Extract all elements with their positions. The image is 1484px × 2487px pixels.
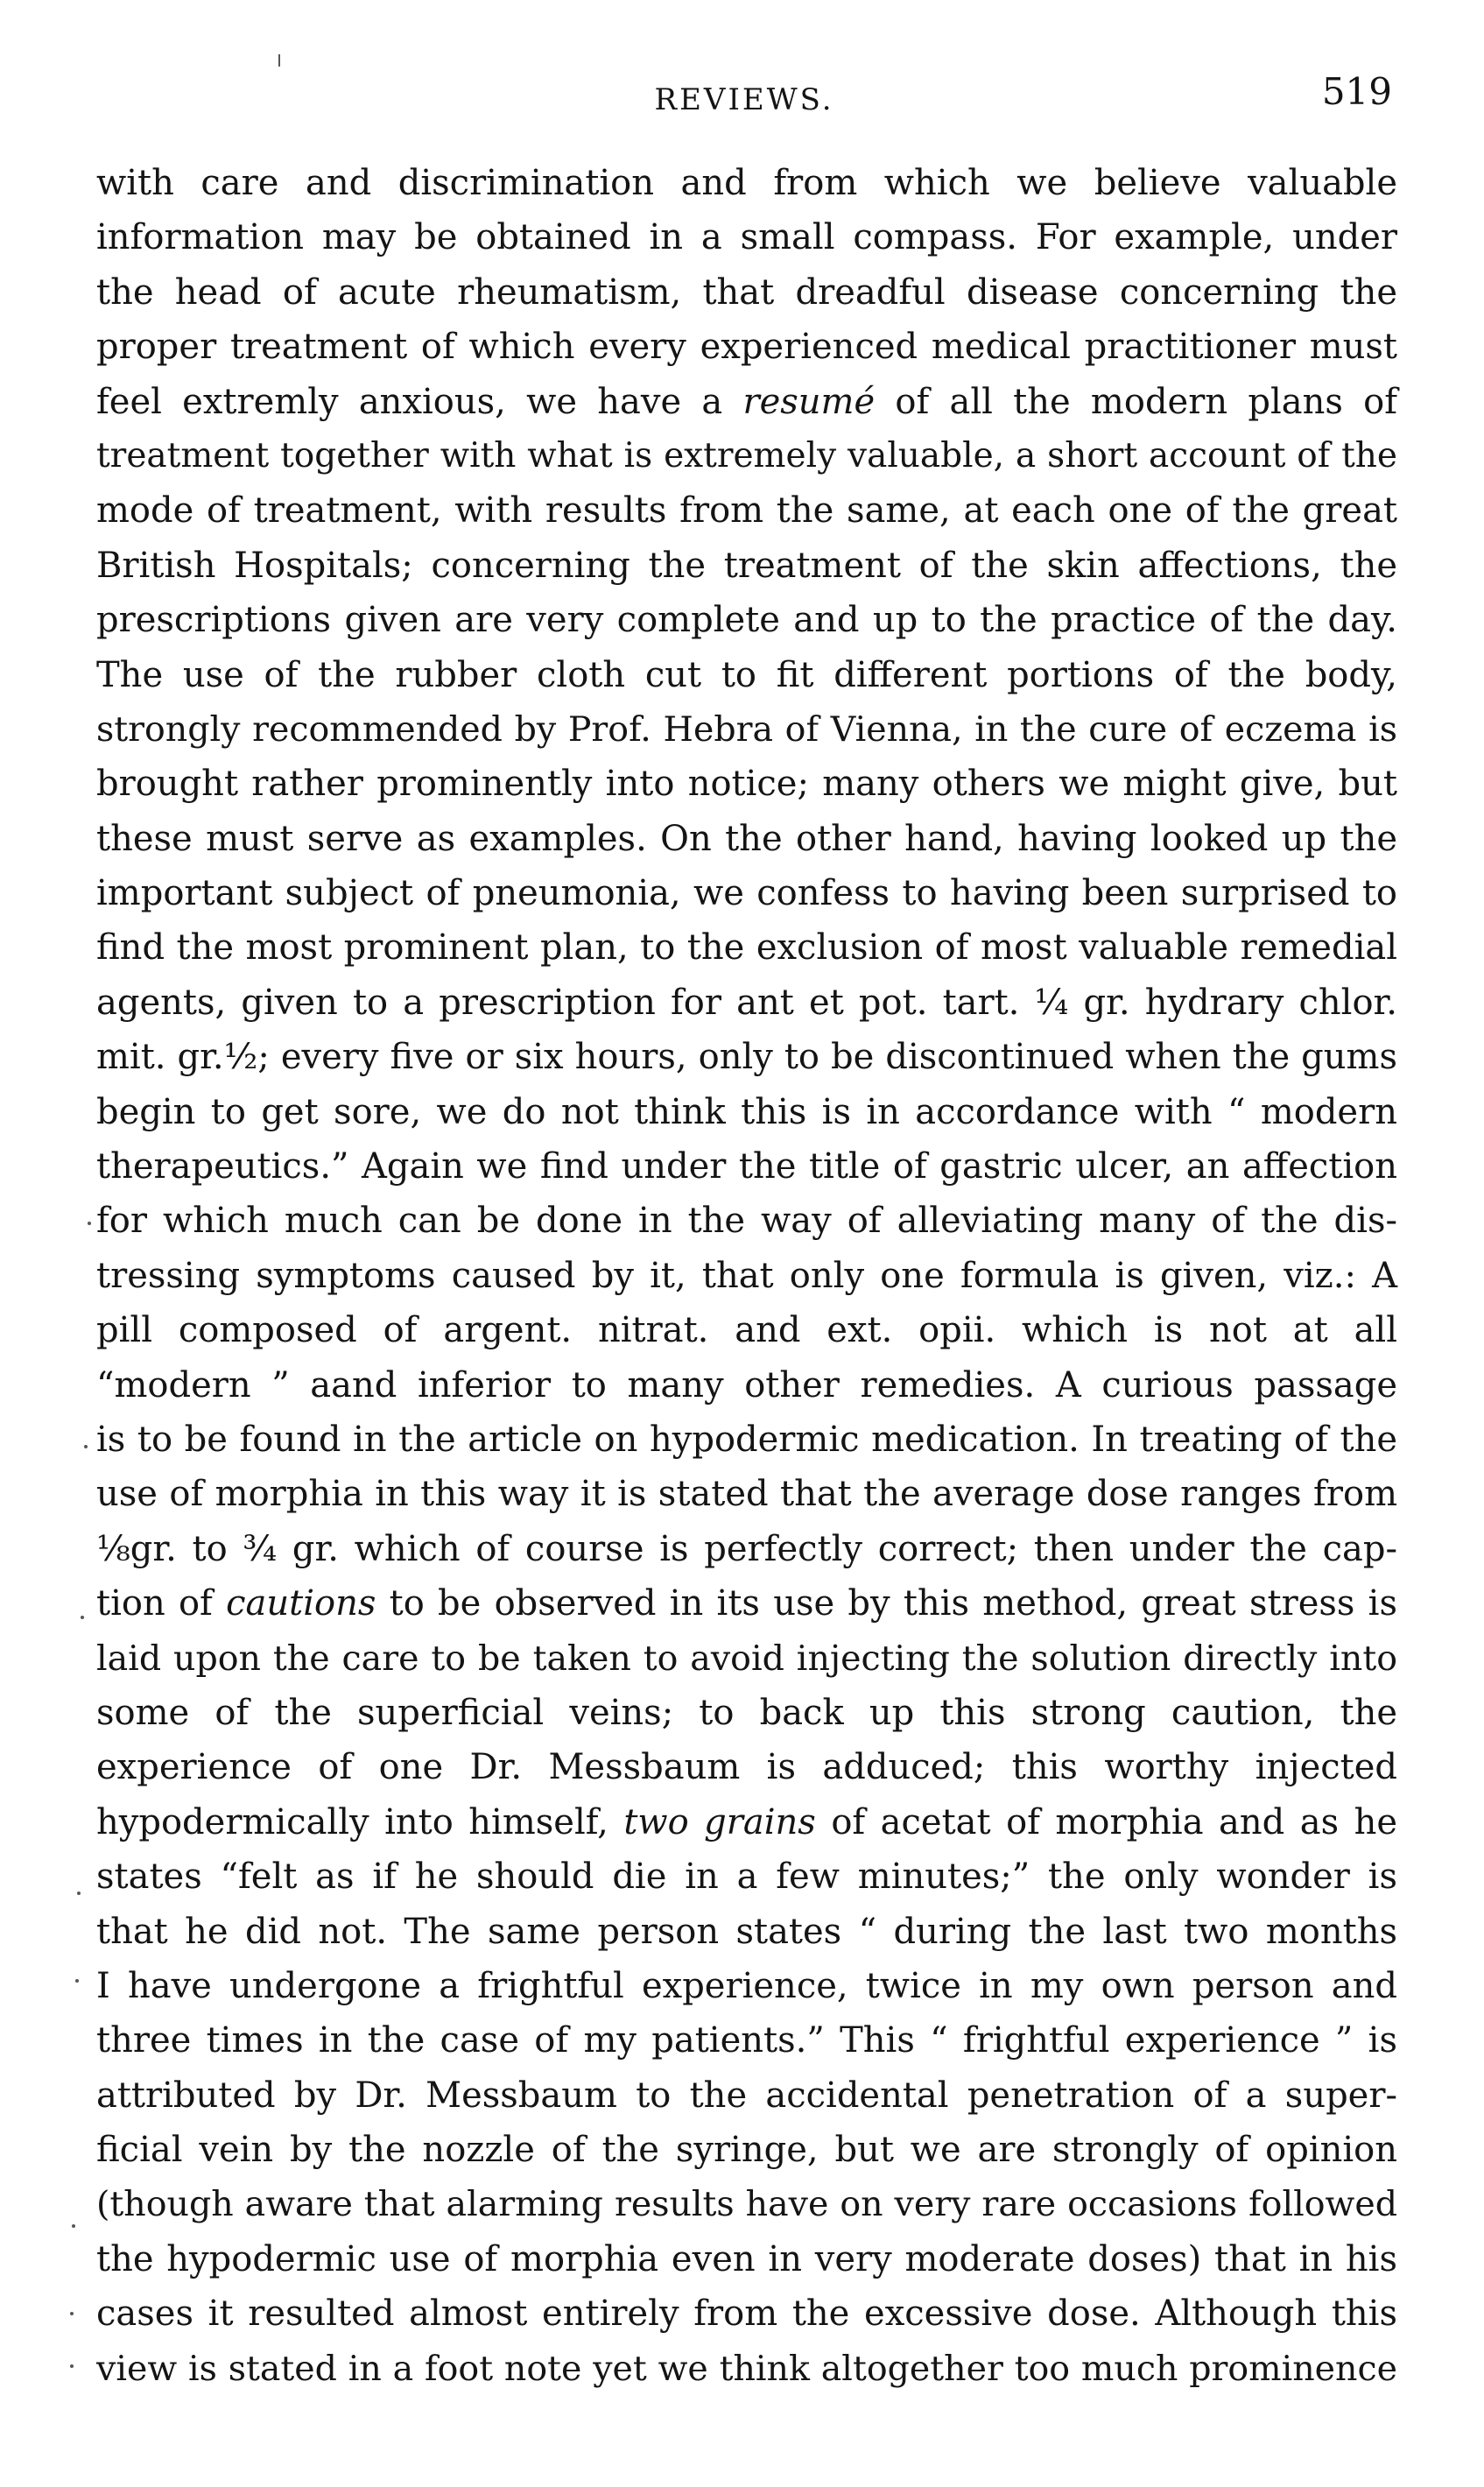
text-run: feel extremly anxious, we have a <box>96 381 743 422</box>
text-line <box>96 320 1397 374</box>
text-run: to be observed in its use by this method, great stress is <box>376 1583 1398 1624</box>
text-line <box>96 1849 1397 1904</box>
text-run: with care and discrimination and from which we believe valuable <box>96 163 1397 203</box>
italic-text: resumé <box>742 381 876 422</box>
text-run: ficial vein by the nozzle of the syringe, but we are strongly of opinion <box>96 2130 1397 2171</box>
text-run: begin to get sore, we do not think this is in accordance with “ modern <box>96 1091 1397 1132</box>
margin-speck <box>70 2312 74 2315</box>
text-line <box>96 1030 1397 1084</box>
margin-speck <box>278 54 280 67</box>
text-run: tressing symptoms caused by it, that only one formula is given, viz.: A <box>96 1255 1397 1296</box>
text-run: that he did not. The same person states “ during the last two months <box>96 1911 1397 1952</box>
text-run: use of morphia in this way it is stated that the average dose ranges from <box>96 1474 1397 1515</box>
text-line <box>96 429 1397 483</box>
text-line <box>96 2232 1397 2286</box>
text-run: agents, given to a prescription for ant et pot. tart. ¼ gr. hydrary chlor. <box>96 982 1397 1023</box>
text-run: the hypodermic use of morphia even in very moderate doses) that in his <box>96 2238 1397 2279</box>
text-run: some of the superficial veins; to back up this strong caution, the <box>96 1692 1397 1733</box>
text-line <box>96 210 1397 264</box>
text-run: find the most prominent plan, to the exclusion of most valuable remedial <box>96 927 1397 969</box>
text-run: laid upon the care to be taken to avoid injecting the solution directly into <box>96 1638 1397 1679</box>
text-line <box>96 1139 1397 1194</box>
text-run: information may be obtained in a small compass. For example, under <box>96 217 1397 258</box>
text-line <box>96 757 1397 811</box>
text-run: mit. gr.½; every five or six hours, only to be discontinued when the gums <box>96 1037 1397 1078</box>
text-run: hypodermically into himself, <box>96 1801 624 1842</box>
text-line <box>96 812 1397 866</box>
text-line <box>96 920 1397 975</box>
margin-speck <box>77 1892 81 1895</box>
text-line <box>96 1194 1397 1248</box>
text-line <box>96 1085 1397 1139</box>
text-run: prescriptions given are very complete and up to the practice of the day. <box>96 600 1397 641</box>
text-run: proper treatment of which every experienced medical practitioner must <box>96 327 1397 368</box>
text-run: brought rather prominently into notice; many others we might give, but <box>96 764 1397 805</box>
text-line <box>96 539 1397 593</box>
margin-speck <box>72 2224 75 2228</box>
text-run: attributed by Dr. Messbaum to the accidental penetration of a super- <box>96 2075 1397 2116</box>
text-run: of acetat of morphia and as he <box>815 1801 1398 1842</box>
text-line <box>96 866 1397 920</box>
text-line <box>96 2286 1397 2341</box>
text-run: treatment together with what is extremely valuable, a short account of the <box>96 435 1397 476</box>
text-run: mode of treatment, with results from the same, at each one of the great <box>96 490 1397 532</box>
text-run: strongly recommended by Prof. Hebra of Vienna, in the cure of eczema is <box>96 708 1397 750</box>
text-line <box>96 593 1397 647</box>
text-run: states “felt as if he should die in a few minutes;” the only wonder is <box>96 1856 1397 1898</box>
text-run: these must serve as examples. On the other hand, having looked up the <box>96 818 1397 859</box>
text-line <box>96 1576 1397 1631</box>
text-line <box>96 976 1397 1030</box>
text-run: experience of one Dr. Messbaum is adduced; this worthy injected <box>96 1747 1397 1788</box>
page-number: 519 <box>1321 70 1392 113</box>
text-run: The use of the rubber cloth cut to fit different portions of the body, <box>96 654 1397 695</box>
running-head <box>96 70 1392 123</box>
text-line <box>96 2013 1397 2068</box>
text-line <box>96 156 1397 210</box>
italic-text: cautions <box>226 1583 376 1624</box>
margin-speck <box>84 1445 88 1448</box>
text-run: the head of acute rheumatism, that dreadful disease concerning the <box>96 271 1397 313</box>
text-line <box>96 1631 1397 1686</box>
text-line <box>96 1905 1397 1959</box>
text-line <box>96 702 1397 757</box>
text-line <box>96 1467 1397 1521</box>
margin-speck <box>75 1979 79 1983</box>
margin-speck <box>70 2364 74 2368</box>
text-line <box>96 1358 1397 1413</box>
text-run: ⅛gr. to ¾ gr. which of course is perfectly correct; then under the cap- <box>96 1528 1397 1569</box>
text-line <box>96 648 1397 702</box>
text-run: three times in the case of my patients.” This “ frightful experience ” is <box>96 2020 1397 2061</box>
text-run: cases it resulted almost entirely from the excessive dose. Although this <box>96 2293 1397 2335</box>
text-run: therapeutics.” Again we find under the title of gastric ulcer, an affection <box>96 1146 1397 1187</box>
running-title: REVIEWS. <box>654 82 834 117</box>
text-run: of all the modern plans of <box>875 381 1397 422</box>
text-run: British Hospitals; concerning the treatment of the skin affections, the <box>96 545 1397 586</box>
text-line <box>96 483 1397 538</box>
text-line <box>96 2068 1397 2123</box>
margin-speck <box>88 1222 91 1225</box>
text-line <box>96 1522 1397 1576</box>
text-line <box>96 375 1397 429</box>
text-run: is to be found in the article on hypodermic medication. In treating of the <box>96 1419 1397 1460</box>
text-run: I have undergone a frightful experience, twice in my own person and <box>96 1965 1397 2006</box>
text-run: for which much can be done in the way of alleviating many of the dis- <box>96 1201 1397 1242</box>
text-line <box>96 1740 1397 1794</box>
margin-speck <box>81 1616 84 1619</box>
text-run: tion of <box>96 1583 227 1624</box>
text-line <box>96 1303 1397 1357</box>
text-line <box>96 1413 1397 1467</box>
text-line <box>96 1249 1397 1303</box>
text-run: view is stated in a foot note yet we think altogether too much prominence <box>96 2348 1397 2389</box>
text-line <box>96 2123 1397 2177</box>
text-line <box>96 2342 1397 2396</box>
text-line <box>96 1686 1397 1740</box>
text-run: (though aware that alarming results have on very rare occasions followed <box>96 2184 1397 2225</box>
italic-text: two grains <box>623 1801 816 1842</box>
text-line <box>96 2177 1397 2231</box>
text-line <box>96 1795 1397 1849</box>
text-run: important subject of pneumonia, we confess to having been surprised to <box>96 873 1397 914</box>
text-line <box>96 1959 1397 2013</box>
text-line <box>96 265 1397 320</box>
body-text <box>96 156 1397 2396</box>
text-run: “modern ” aand inferior to many other remedies. A curious passage <box>96 1364 1397 1406</box>
text-run: pill composed of argent. nitrat. and ext. opii. which is not at all <box>96 1310 1397 1351</box>
